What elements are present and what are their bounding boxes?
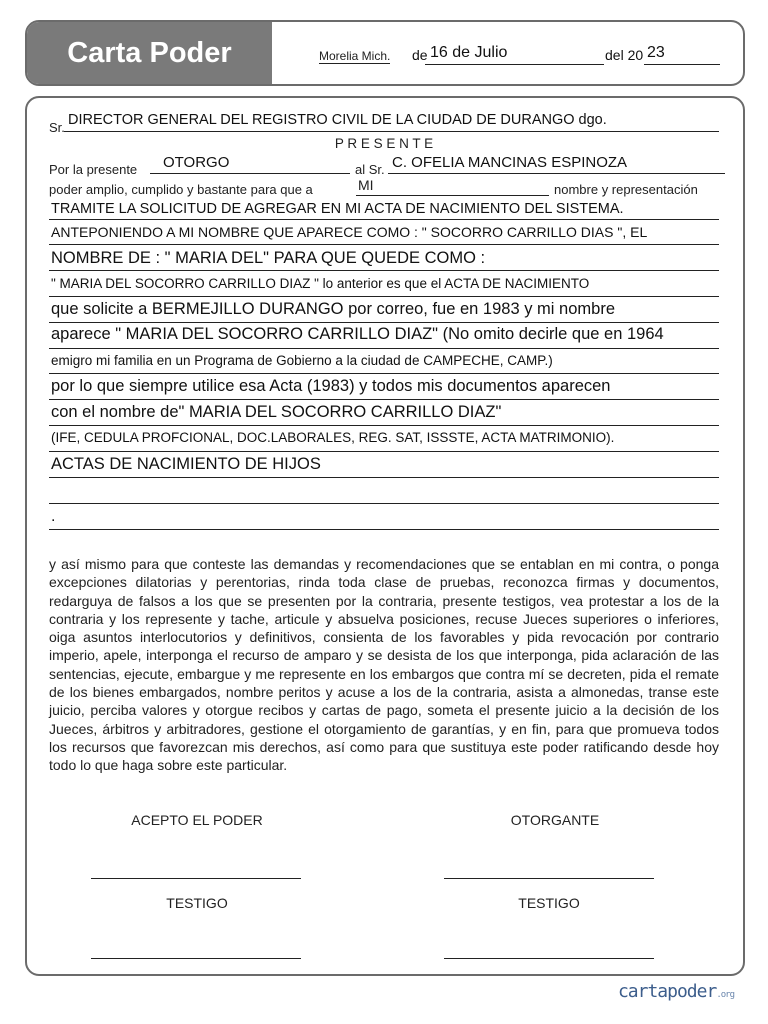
a-field[interactable]: MI <box>358 177 374 193</box>
body-paragraph: y así mismo para que conteste las demandas y recomendaciones que se entablan en mi contra, o ponga excepciones dilatorias y perentorias, rinda toda clase de pruebas, reconozca firmas y documentos, redarguya de falsos a los que se presenten por la contraria, presente testigos, vea protestar a los de la contraria y los represente y tache, articule y absuelva posiciones, recuse Jueces superiores o inferiores, oiga asuntos interlocutorios y definitivos, consienta de los favorables y pida revocación por contrario imperio, apele, interponga el recurso de amparo y se desista de los que interponga, pida aclaración de las sentencias, ejecute, embargue y me represente en los embargos que contra mí se decreten, pida el remate de los bienes embargados, nombre peritos y acuse a los de la contraria, asista a almonedas, transe este juicio, perciba valores y otorgue recibos y cartas de pago, someta el presente juicio a la decisión de los Jueces, árbitros y arbitradores, gestione el otorgamiento de garantías, y en fin, para que promueva todos los recursos que favorezcan mis derechos, así como para que sustituya este poder ratificando desde hoy todo lo que haga sobre este particular. <box>49 556 719 774</box>
form-line-2: ANTEPONIENDO A MI NOMBRE QUE APARECE COMO : " SOCORRO CARRILLO DIAS ", EL <box>51 224 648 240</box>
addressee-field[interactable]: DIRECTOR GENERAL DEL REGISTRO CIVIL DE LA CIUDAD DE DURANGO dgo. <box>68 112 607 128</box>
otorgante-signature-line <box>444 878 654 879</box>
acepto-label: ACEPTO EL PODER <box>131 812 263 828</box>
poder-label: poder amplio, cumplido y bastante para que a <box>49 182 313 197</box>
rule-2 <box>49 244 719 245</box>
document-title: Carta Poder <box>27 22 272 84</box>
rule-6 <box>49 348 719 349</box>
presente-label: P R E S E N T E <box>334 136 434 151</box>
form-line-1: TRAMITE LA SOLICITUD DE AGREGAR EN MI ACTA DE NACIMIENTO DEL SISTEMA. <box>51 201 624 217</box>
form-line-7: emigro mi familia en un Programa de Gobierno a la ciudad de CAMPECHE, CAMP.) <box>51 353 553 368</box>
rule-11 <box>49 477 719 478</box>
nombre-label: nombre y representación <box>554 182 698 197</box>
form-line-10: (IFE, CEDULA PROFCIONAL, DOC.LABORALES, REG. SAT, ISSSTE, ACTA MATRIMONIO). <box>51 430 615 445</box>
al-label: al Sr. <box>355 162 385 177</box>
testigo-right-label: TESTIGO <box>518 895 580 911</box>
addressee-line <box>64 131 719 132</box>
form-line-11: ACTAS DE NACIMIENTO DE HIJOS <box>51 455 321 473</box>
otorgo-line <box>150 173 350 174</box>
por-label: Por la presente <box>49 162 138 177</box>
rule-7 <box>49 373 719 374</box>
form-line-13: . <box>51 508 56 525</box>
form-line-4: " MARIA DEL SOCORRO CARRILLO DIAZ " lo anterior es que el ACTA DE NACIMIENTO <box>51 276 590 291</box>
rule-8 <box>49 399 719 400</box>
rule-4 <box>49 296 719 297</box>
testigo-left-signature-line <box>91 958 301 959</box>
del-label: del 20 <box>605 47 644 63</box>
rule-5 <box>49 322 719 323</box>
sr-label: Sr. <box>49 120 65 135</box>
cartapoder-logo: cartapoder.org <box>617 981 734 1002</box>
rule-10 <box>49 451 719 452</box>
acepto-signature-line <box>91 878 301 879</box>
rule-1 <box>49 219 719 220</box>
otorgo-field[interactable]: OTORGO <box>163 154 230 171</box>
year-line <box>644 64 720 65</box>
form-line-8: por lo que siempre utilice esa Acta (1983) y todos mis documentos aparecen <box>51 377 611 395</box>
form-line-3: NOMBRE DE : " MARIA DEL" PARA QUE QUEDE COMO : <box>51 249 486 267</box>
form-line-6: aparece " MARIA DEL SOCORRO CARRILLO DIAZ" (No omito decirle que en 1964 <box>51 325 664 343</box>
rule-12 <box>49 503 719 504</box>
rule-3 <box>49 270 719 271</box>
testigo-left-label: TESTIGO <box>166 895 228 911</box>
form-line-9: con el nombre de" MARIA DEL SOCORRO CARRILLO DIAZ" <box>51 403 502 421</box>
a-line <box>356 195 549 196</box>
header-box <box>25 20 745 86</box>
date-field[interactable]: 16 de Julio <box>430 44 508 61</box>
testigo-right-signature-line <box>444 958 654 959</box>
date-line <box>425 64 604 65</box>
otorgante-label: OTORGANTE <box>510 812 600 828</box>
form-line-5: que solicite a BERMEJILLO DURANGO por correo, fue en 1983 y mi nombre <box>51 300 615 318</box>
de-label: de <box>412 47 428 63</box>
recipient-field[interactable]: C. OFELIA MANCINAS ESPINOZA <box>392 154 628 171</box>
rule-13 <box>49 529 719 530</box>
recipient-line <box>388 173 725 174</box>
place-label: Morelia Mich. <box>319 49 391 63</box>
year-field[interactable]: 23 <box>647 44 665 61</box>
rule-9 <box>49 425 719 426</box>
